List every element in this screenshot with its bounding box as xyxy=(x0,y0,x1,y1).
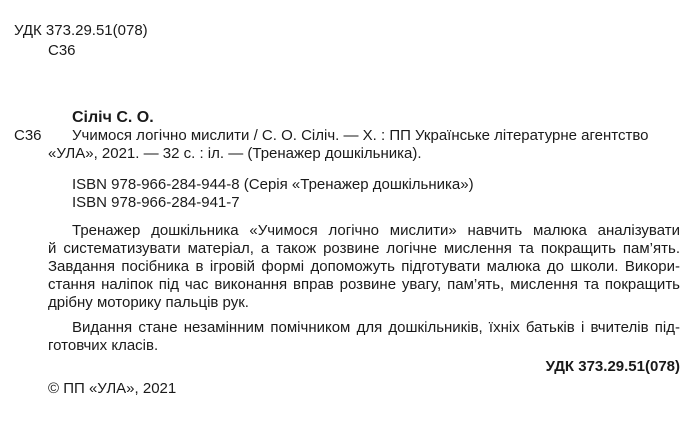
isbn-1: ISBN 978-966-284-944-8 (Серія «Тренажер дошкільника») xyxy=(72,176,474,193)
catalog-description-line-2: «УЛА», 2021. — 32 с. : іл. — (Тренажер дошкільника). xyxy=(48,145,422,162)
annotation-p1-line-4: стання наліпок під час виконання вправ розвине увагу, пам’ять, мислення та покращить xyxy=(48,276,680,293)
footer-udk: УДК 373.29.51(078) xyxy=(545,358,680,375)
author: Сіліч С. О. xyxy=(72,109,154,126)
annotation-p1-line-5: дрібну моторику пальців рук. xyxy=(48,294,249,311)
annotation-p1-line-3: Завдання посібника в ігровій формі допоможуть підготувати малюка до школи. Викори- xyxy=(48,258,680,275)
annotation-p2-line-2: готовчих класів. xyxy=(48,337,159,354)
annotation-p2-line-1: Видання стане незамінним помічником для дошкільників, їхніх батьків і вчителів під- xyxy=(72,319,680,336)
header-code: С36 xyxy=(48,42,76,59)
isbn-2: ISBN 978-966-284-941-7 xyxy=(72,194,240,211)
catalog-description-line-1: Учимося логічно мислити / С. О. Сіліч. — Х. : ПП Українське літературне агентство xyxy=(72,127,649,144)
copyright: © ПП «УЛА», 2021 xyxy=(48,380,177,397)
header-udk: УДК 373.29.51(078) xyxy=(14,22,148,39)
annotation-p1-line-2: й систематизувати матеріал, а також розвине логічне мислення та покращить пам’ять. xyxy=(48,240,680,257)
catalog-left-code: С36 xyxy=(14,127,42,144)
annotation-p1-line-1: Тренажер дошкільника «Учимося логічно мислити» навчить малюка аналізувати xyxy=(72,222,680,239)
